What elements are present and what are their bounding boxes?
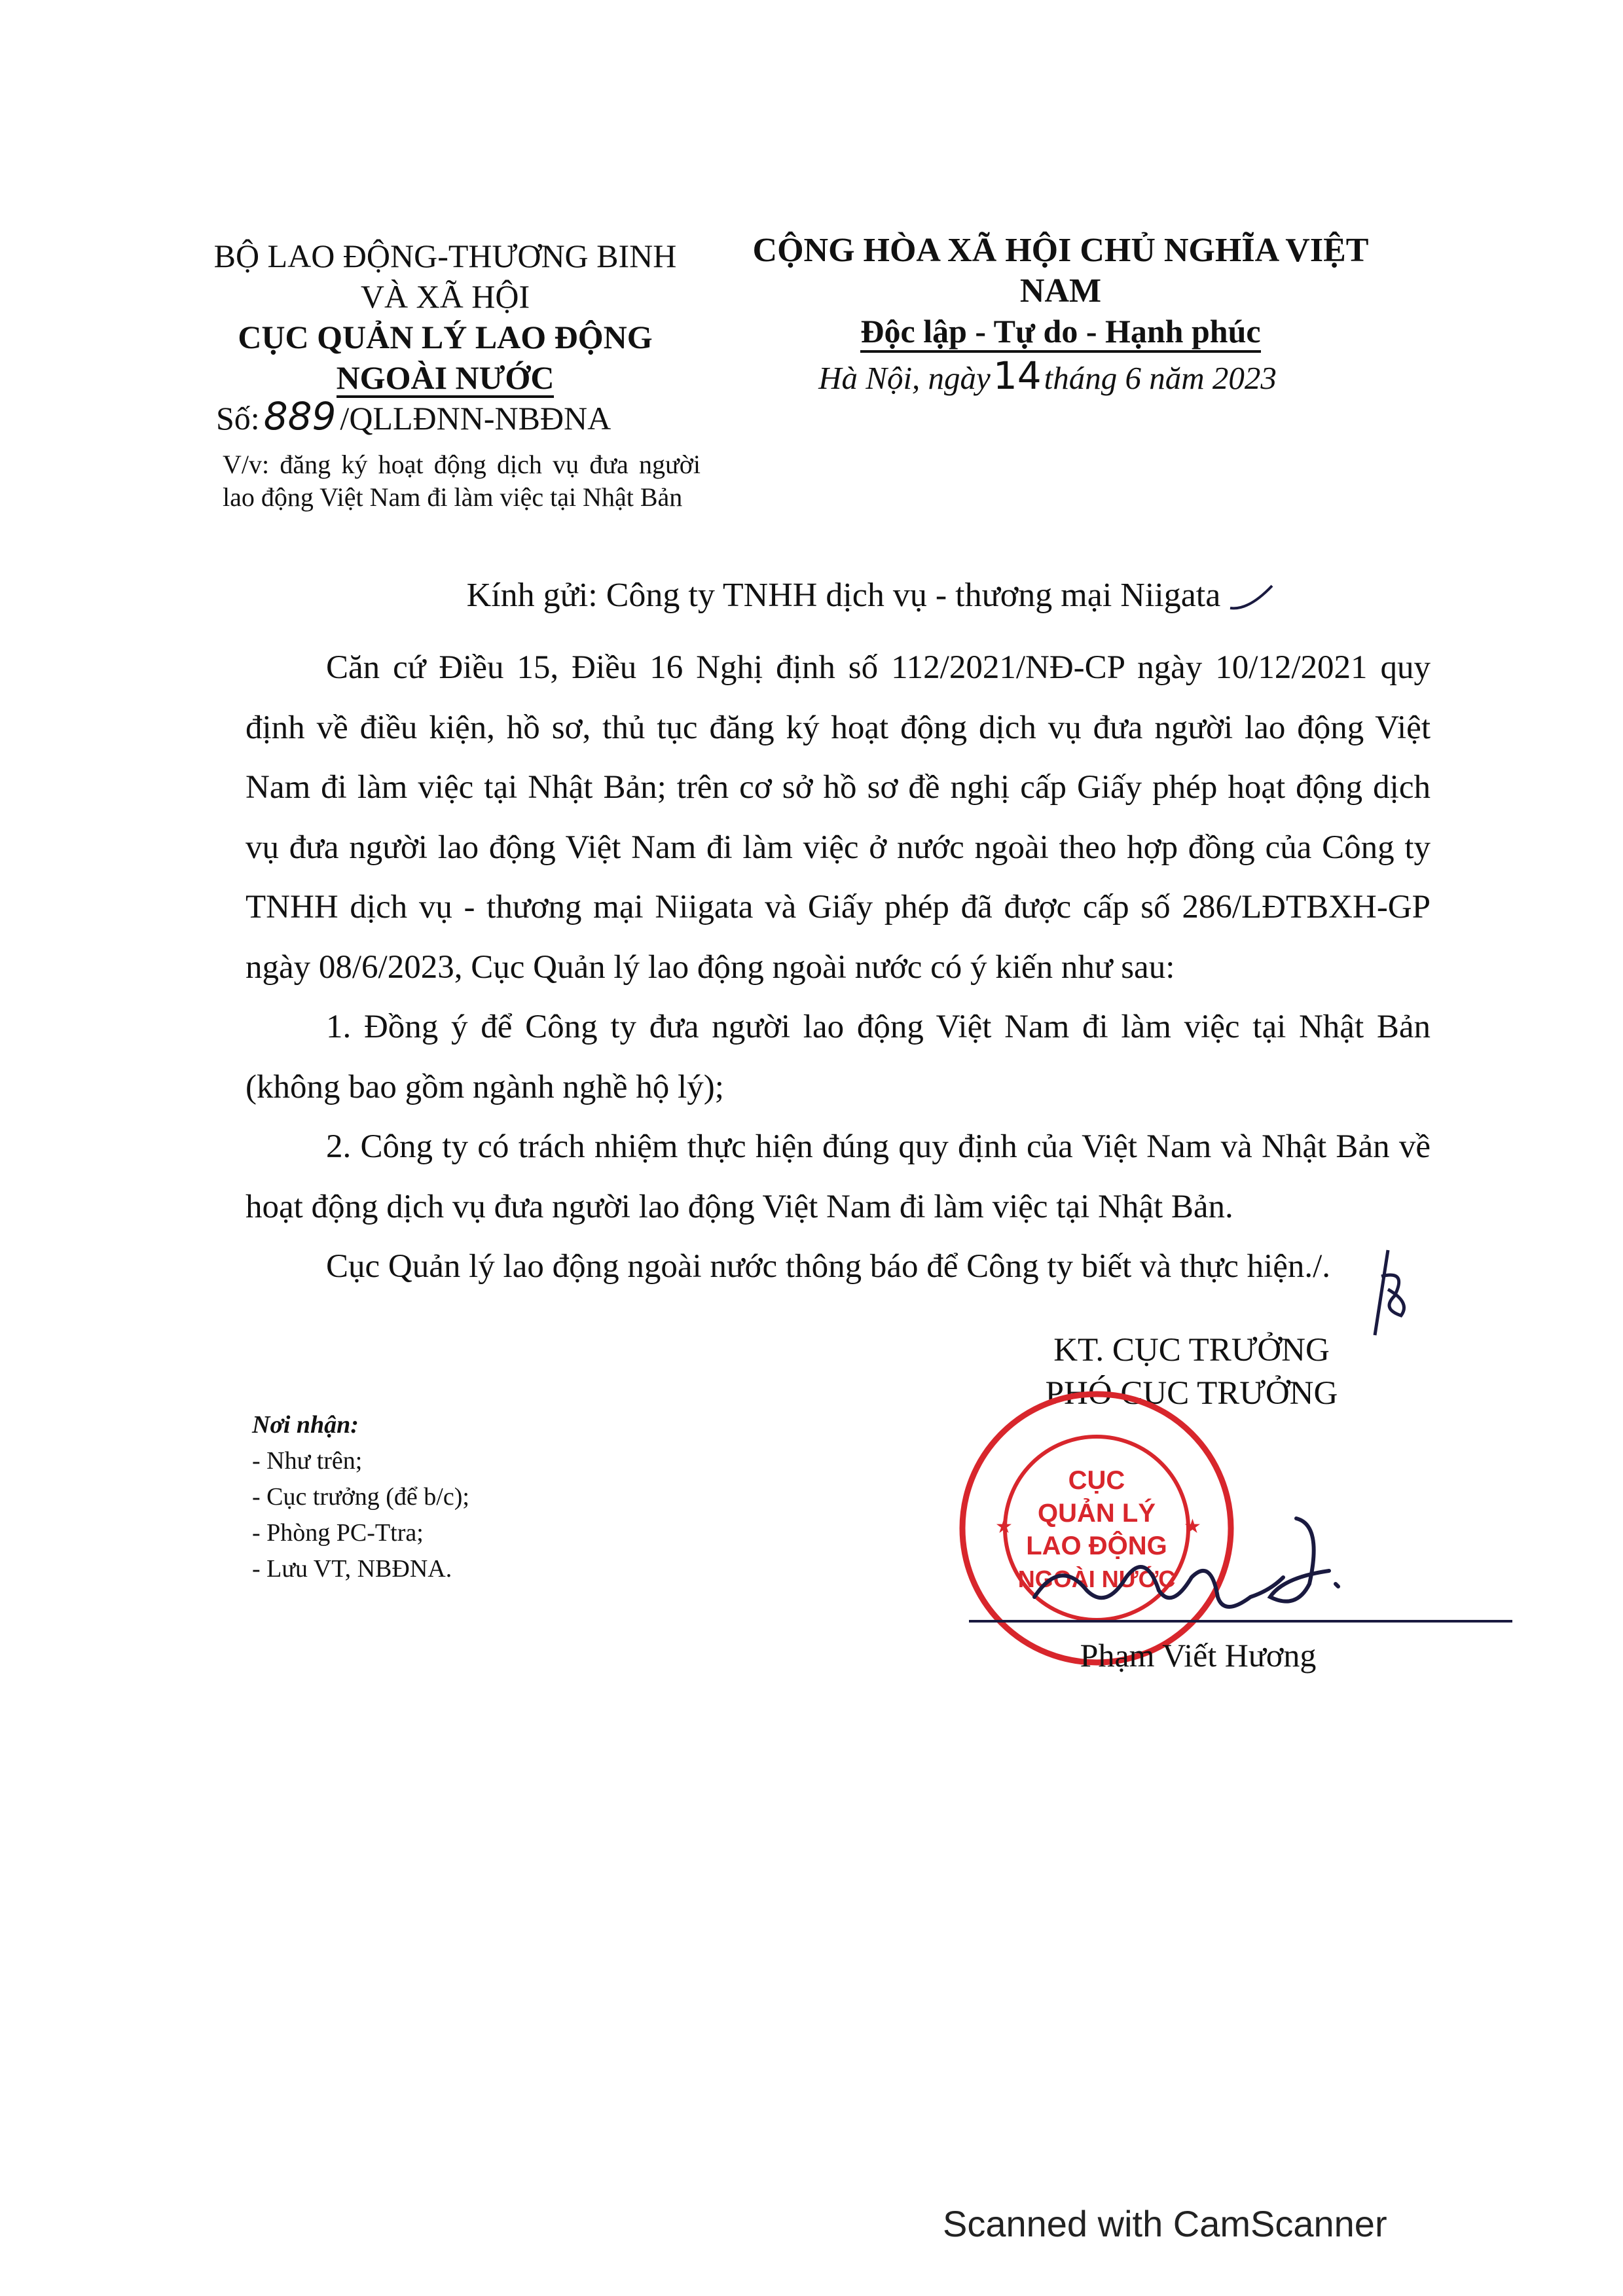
date-suffix: tháng 6 năm 2023	[1044, 360, 1277, 396]
stamp-text-line1: CỤC	[1068, 1466, 1125, 1495]
date-line	[720, 353, 1375, 398]
signature-underline	[969, 1620, 1512, 1623]
signature-title-line1: KT. CỤC TRƯỞNG	[1053, 1332, 1330, 1369]
body-paragraph-1: Căn cứ Điều 15, Điều 16 Nghị định số 112/2021/NĐ-CP ngày 10/12/2021 quy định về điều kiện, hồ sơ, thủ tục đăng ký hoạt động dịch vụ đưa người lao động Việt Nam đi làm việc tại Nhật Bản; trên cơ sở hồ sơ đề nghị cấp Giấy phép hoạt động dịch vụ đưa người lao động Việt Nam đi làm việc ở nước ngoài theo hợp đồng của Công ty TNHH dịch vụ - thương mại Niigata và Giấy phép đã được cấp số 286/LĐTBXH-GP ngày 08/6/2023, Cục Quản lý lao động ngoài nước có ý kiến như sau:	[246, 649, 1431, 986]
recipient-line	[249, 576, 1493, 615]
agency-ministry-line2: VÀ XÃ HỘI	[360, 278, 530, 315]
stamp-text-line4: NGOÀI NƯỚC	[1017, 1566, 1176, 1592]
document-number-prefix: Số:	[216, 400, 260, 437]
document-number	[216, 394, 611, 439]
letter-body	[246, 638, 1431, 1297]
agency-department-line2: NGOÀI NƯỚC	[337, 360, 555, 398]
scanner-watermark: Scanned with CamScanner	[943, 2203, 1387, 2244]
issuing-agency	[196, 236, 694, 398]
recipients-list	[252, 1407, 710, 1587]
recipient-item: - Lưu VT, NBĐNA.	[252, 1555, 452, 1583]
svg-text:★: ★	[995, 1515, 1013, 1538]
recipient-text: Kính gửi: Công ty TNHH dịch vụ - thương mại Niigata	[466, 577, 1221, 614]
stamp-text-line2: QUẢN LÝ	[1038, 1499, 1156, 1528]
date-day-handwritten: 14	[993, 353, 1042, 398]
recipient-item: - Cục trưởng (để b/c);	[252, 1483, 469, 1511]
national-motto: Độc lập - Tự do - Hạnh phúc	[860, 312, 1260, 353]
recipients-heading: Nơi nhận:	[252, 1411, 359, 1439]
stamp-text-line3: LAO ĐỘNG	[1026, 1532, 1167, 1560]
document-number-suffix: /QLLĐNN-NBĐNA	[340, 400, 611, 437]
body-paragraph-3: 2. Công ty có trách nhiệm thực hiện đúng quy định của Việt Nam và Nhật Bản về hoạt động dịch vụ đưa người lao động Việt Nam đi làm việc tại Nhật Bản.	[246, 1128, 1431, 1225]
svg-text:★: ★	[1184, 1515, 1201, 1538]
handwritten-signature	[1021, 1499, 1388, 1630]
signature-title-line2: PHÓ CỤC TRƯỞNG	[1045, 1375, 1338, 1412]
agency-ministry-line1: BỘ LAO ĐỘNG-THƯƠNG BINH	[213, 238, 677, 274]
agency-department-line1: CỤC QUẢN LÝ LAO ĐỘNG	[238, 319, 653, 355]
national-header	[714, 230, 1408, 353]
body-paragraph-4: Cục Quản lý lao động ngoài nước thông báo để Công ty biết và thực hiện./.	[326, 1248, 1331, 1285]
date-prefix: Hà Nội, ngày	[818, 360, 991, 396]
document-subject: V/v: đăng ký hoạt động dịch vụ đưa người lao động Việt Nam đi làm việc tại Nhật Bản	[223, 450, 701, 512]
document-number-handwritten: 889	[263, 394, 337, 439]
signer-name: Phạm Viết Hương	[1080, 1637, 1317, 1674]
nation-name: CỘNG HÒA XÃ HỘI CHỦ NGHĨA VIỆT NAM	[752, 232, 1369, 310]
checkmark-stroke-icon	[1229, 582, 1275, 615]
recipient-item: - Như trên;	[252, 1447, 363, 1475]
body-paragraph-2: 1. Đồng ý để Công ty đưa người lao động Việt Nam đi làm việc tại Nhật Bản (không bao gồm ngành nghề hộ lý);	[246, 1009, 1431, 1105]
recipient-item: - Phòng PC-Ttra;	[252, 1519, 424, 1547]
initial-mark-icon	[1355, 1244, 1414, 1342]
